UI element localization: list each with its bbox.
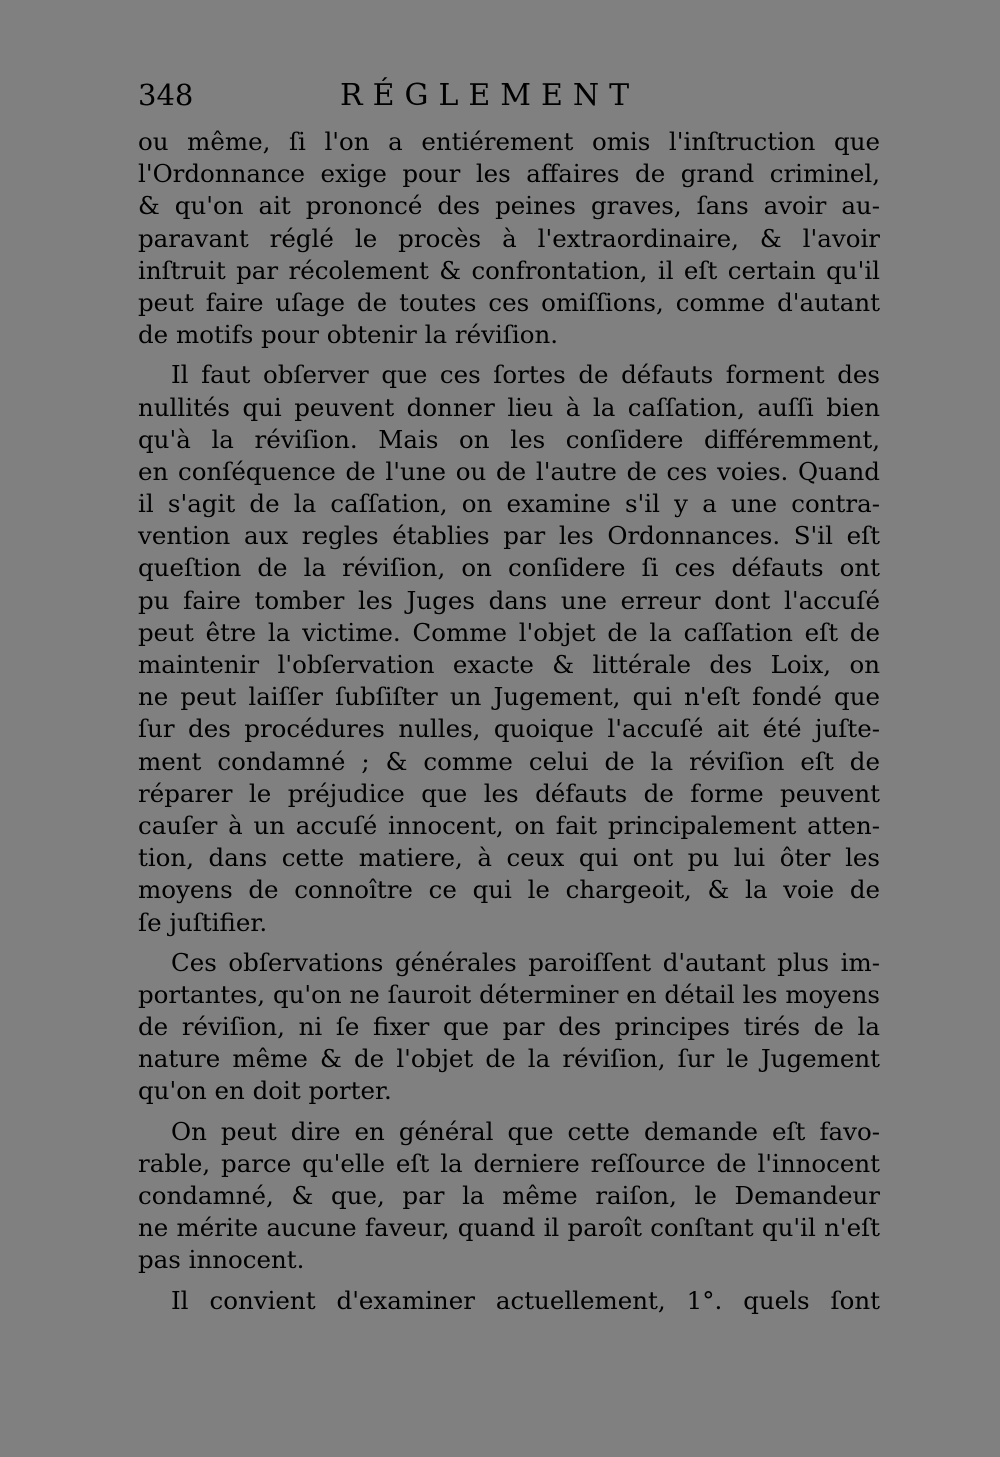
text-line: condamné, & que, par la même raiſon, le Demandeur [138, 1181, 880, 1210]
running-title: RÉGLEMENT [340, 78, 640, 113]
text-line: nature même & de l'objet de la réviſion, ſur le Jugement [138, 1044, 880, 1074]
text-line: ne peut laiſſer ſubſiſter un Jugement, qui n'eſt fondé que [138, 682, 880, 712]
text-line: pu faire tomber les Juges dans une erreur dont l'accuſé [138, 585, 880, 615]
text-line: qu'on en doit porter. [138, 1076, 392, 1106]
text-line: de motifs pour obtenir la réviſion. [138, 320, 559, 350]
text-line: moyens de connoître ce qui le chargeoit, & la voie de [138, 875, 880, 905]
text-line: queſtion de la réviſion, on conſidere ſi ces défauts ont [138, 553, 880, 583]
text-line: tion, dans cette matiere, à ceux qui ont pu lui ôter les [138, 843, 880, 873]
text-line: peut être la victime. Comme l'objet de la caſſation eſt de [138, 617, 880, 647]
paragraph [138, 126, 880, 351]
text-line: maintenir l'obſervation exacte & littérale des Loix, on [138, 650, 880, 679]
text-line: Il convient d'examiner actuellement, 1°. quels ſont [171, 1285, 880, 1315]
text-line: peut faire uſage de toutes ces omiſſions, comme d'autant [138, 287, 880, 317]
text-line: portantes, qu'on ne ſauroit déterminer en détail les moyens [138, 979, 880, 1009]
text-line: rable, parce qu'elle eſt la derniere reſſource de l'innocent [138, 1148, 880, 1178]
text-line: nullités qui peuvent donner lieu à la caſſation, auſſi bien [138, 392, 880, 422]
text-line: paravant réglé le procès à l'extraordinaire, & l'avoir [138, 223, 880, 253]
text-line: & qu'on ait prononcé des peines graves, ſans avoir au- [138, 191, 880, 221]
text-line: ne mérite aucune faveur, quand il paroît conſtant qu'il n'eſt [138, 1213, 880, 1243]
paragraph [138, 359, 880, 938]
page-header [138, 78, 880, 118]
text-line: cauſer à un accuſé innocent, on fait principalement atten- [138, 810, 880, 840]
text-line: vention aux regles établies par les Ordonnances. S'il eſt [138, 521, 880, 551]
text-line: pas innocent. [138, 1245, 305, 1275]
text-line: Ces obſervations générales paroiſſent d'autant plus im- [171, 947, 880, 977]
text-line: il s'agit de la caſſation, on examine s'il y a une contra- [138, 489, 880, 519]
text-line: On peut dire en général que cette demande eſt favo- [171, 1116, 880, 1146]
text-line: ſur des procédures nulles, quoique l'accuſé ait été juſte- [138, 714, 880, 744]
text-line: Il faut obſerver que ces ſortes de défauts forment des [171, 360, 880, 390]
text-line: qu'à la réviſion. Mais on les conſidere différemment, [138, 424, 880, 454]
paragraph [138, 947, 880, 1108]
text-line: ou même, ſi l'on a entiérement omis l'inſtruction que [138, 127, 880, 156]
text-line: ment condamné ; & comme celui de la réviſion eſt de [138, 746, 880, 776]
text-line: ſe juſtifier. [138, 907, 268, 937]
text-line: réparer le préjudice que les défauts de forme peuvent [138, 778, 880, 808]
paragraph [138, 1116, 880, 1277]
text-line: de réviſion, ni ſe fixer que par des principes tirés de la [138, 1012, 880, 1042]
text-line: l'Ordonnance exige pour les affaires de grand criminel, [138, 159, 880, 189]
text-line: inſtruit par récolement & confrontation, il eſt certain qu'il [138, 255, 880, 285]
page-number: 348 [138, 78, 194, 112]
body-text [138, 126, 880, 1317]
text-line: en conſéquence de l'une ou de l'autre de ces voies. Quand [138, 456, 880, 486]
paragraph [138, 1285, 880, 1317]
